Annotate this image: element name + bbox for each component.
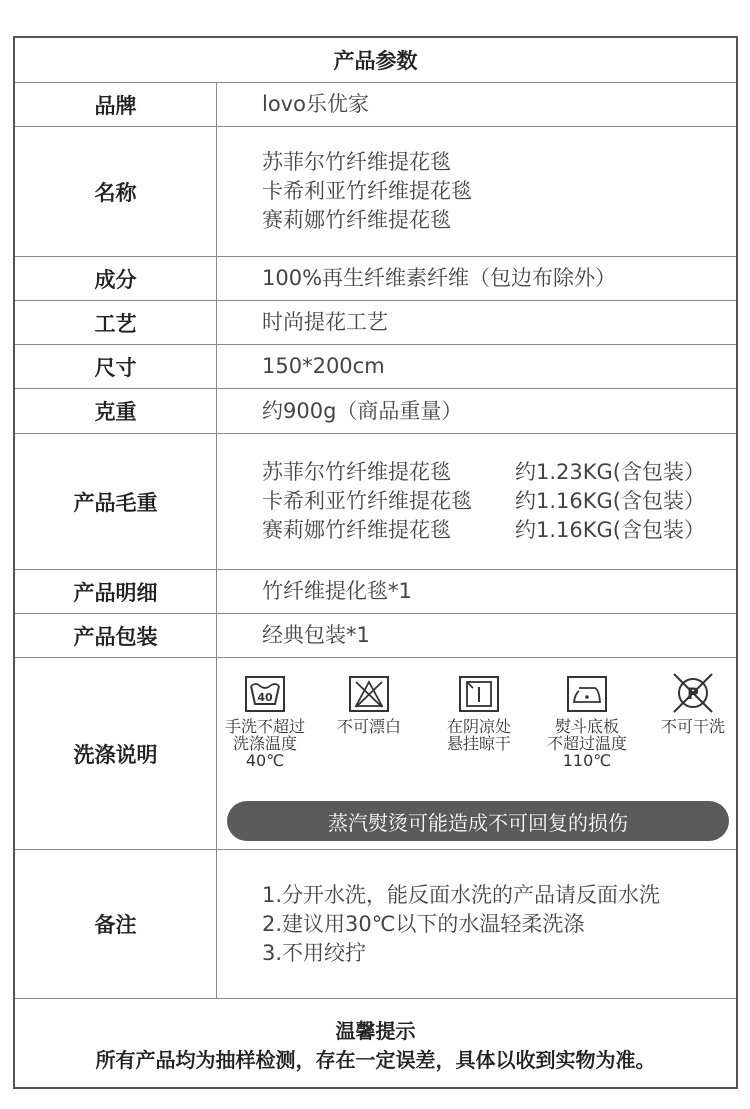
row-value xyxy=(262,434,736,569)
row-label: 产品毛重 xyxy=(15,434,217,569)
note-line: 3.不用绞拧 xyxy=(262,940,367,965)
table-header-row xyxy=(15,38,736,83)
care-label: 悬挂晾干 xyxy=(446,734,511,753)
row-detail xyxy=(15,570,736,614)
row-label: 洗涤说明 xyxy=(15,658,217,849)
iron-icon xyxy=(567,676,607,712)
row-label: 成分 xyxy=(15,257,217,300)
row-washing xyxy=(15,658,736,850)
care-label: 手洗不超过 xyxy=(224,717,305,736)
row-gross-weight xyxy=(15,434,736,570)
tip-text: 所有产品均为抽样检测，存在一定误差，具体以收到实物为准。 xyxy=(95,1048,656,1072)
product-parameters-table xyxy=(13,36,738,1089)
gross-weight-item xyxy=(262,487,736,516)
care-hand-wash xyxy=(216,676,314,769)
row-notes xyxy=(15,850,736,999)
row-label: 备注 xyxy=(15,850,217,998)
row-value xyxy=(262,83,736,126)
row-label: 品牌 xyxy=(15,83,217,126)
brand-value: lovo乐优家 xyxy=(262,92,369,116)
care-label: 不可漂白 xyxy=(336,717,401,736)
svg-text:P: P xyxy=(687,684,699,703)
gross-weight-item xyxy=(262,516,736,545)
care-label: 洗涤温度 xyxy=(232,734,297,753)
no-bleach-icon xyxy=(349,676,389,712)
care-no-dry-clean xyxy=(650,672,736,735)
svg-text:40: 40 xyxy=(257,691,273,704)
product-name: 赛莉娜竹纤维提花毯 xyxy=(262,208,451,232)
row-size xyxy=(15,345,736,389)
row-composition xyxy=(15,257,736,301)
detail-value: 竹纤维提化毯*1 xyxy=(262,579,412,603)
gross-weight-value: 约1.16KG(含包装） xyxy=(515,489,705,513)
footer-tip xyxy=(15,999,736,1087)
shade-dry-icon xyxy=(459,676,499,712)
row-gram-weight xyxy=(15,389,736,434)
row-label: 尺寸 xyxy=(15,345,217,388)
packaging-value: 经典包装*1 xyxy=(262,623,370,647)
row-value xyxy=(262,850,736,998)
row-value xyxy=(262,257,736,300)
product-name: 卡希利亚竹纤维提花毯 xyxy=(262,179,472,203)
row-value xyxy=(262,614,736,657)
product-name: 苏菲尔竹纤维提花毯 xyxy=(262,150,451,174)
care-label: 不超过温度 xyxy=(546,734,627,753)
row-brand xyxy=(15,83,736,127)
care-no-bleach xyxy=(326,676,412,735)
row-value xyxy=(262,389,736,433)
care-label: 40℃ xyxy=(245,751,285,770)
tip-title: 温馨提示 xyxy=(335,1019,416,1043)
row-label: 工艺 xyxy=(15,301,217,344)
note-line: 1.分开水洗，能反面水洗的产品请反面水洗 xyxy=(262,882,661,907)
gross-weight-name: 卡希利亚竹纤维提花毯 xyxy=(262,489,472,513)
care-instructions xyxy=(216,658,736,849)
gross-weight-item xyxy=(262,458,736,487)
row-label: 产品明细 xyxy=(15,570,217,613)
row-value xyxy=(262,301,736,344)
row-label: 名称 xyxy=(15,127,217,256)
gross-weight-name: 赛莉娜竹纤维提花毯 xyxy=(262,518,451,542)
row-value xyxy=(262,570,736,613)
gross-weight-value: 约1.23KG(含包装） xyxy=(515,460,705,484)
care-label: 不可干洗 xyxy=(660,717,725,736)
row-label: 克重 xyxy=(15,389,217,433)
craft-value: 时尚提花工艺 xyxy=(262,310,388,334)
row-name xyxy=(15,127,736,257)
table-title: 产品参数 xyxy=(333,49,418,73)
steam-ironing-warning: 蒸汽熨烫可能造成不可回复的损伤 xyxy=(227,801,729,841)
care-label: 在阴凉处 xyxy=(446,717,511,736)
care-label: 110℃ xyxy=(562,751,612,770)
care-iron xyxy=(538,676,636,769)
gram-value: 约900g（商品重量） xyxy=(262,398,463,423)
gross-weight-value: 约1.16KG(含包装） xyxy=(515,518,705,542)
hand-wash-40-icon xyxy=(245,676,285,712)
row-value xyxy=(262,345,736,388)
gross-weight-name: 苏菲尔竹纤维提花毯 xyxy=(262,460,451,484)
care-label: 熨斗底板 xyxy=(554,717,619,736)
row-label: 产品包装 xyxy=(15,614,217,657)
note-line: 2.建议用30℃以下的水温轻柔洗涤 xyxy=(262,911,585,936)
row-value xyxy=(262,127,736,256)
size-value: 150*200cm xyxy=(262,354,385,378)
composition-value: 100%再生纤维素纤维（包边布除外） xyxy=(262,266,617,290)
care-shade-dry xyxy=(434,676,524,752)
no-dry-clean-icon xyxy=(670,672,716,714)
row-packaging xyxy=(15,614,736,658)
row-craft xyxy=(15,301,736,345)
